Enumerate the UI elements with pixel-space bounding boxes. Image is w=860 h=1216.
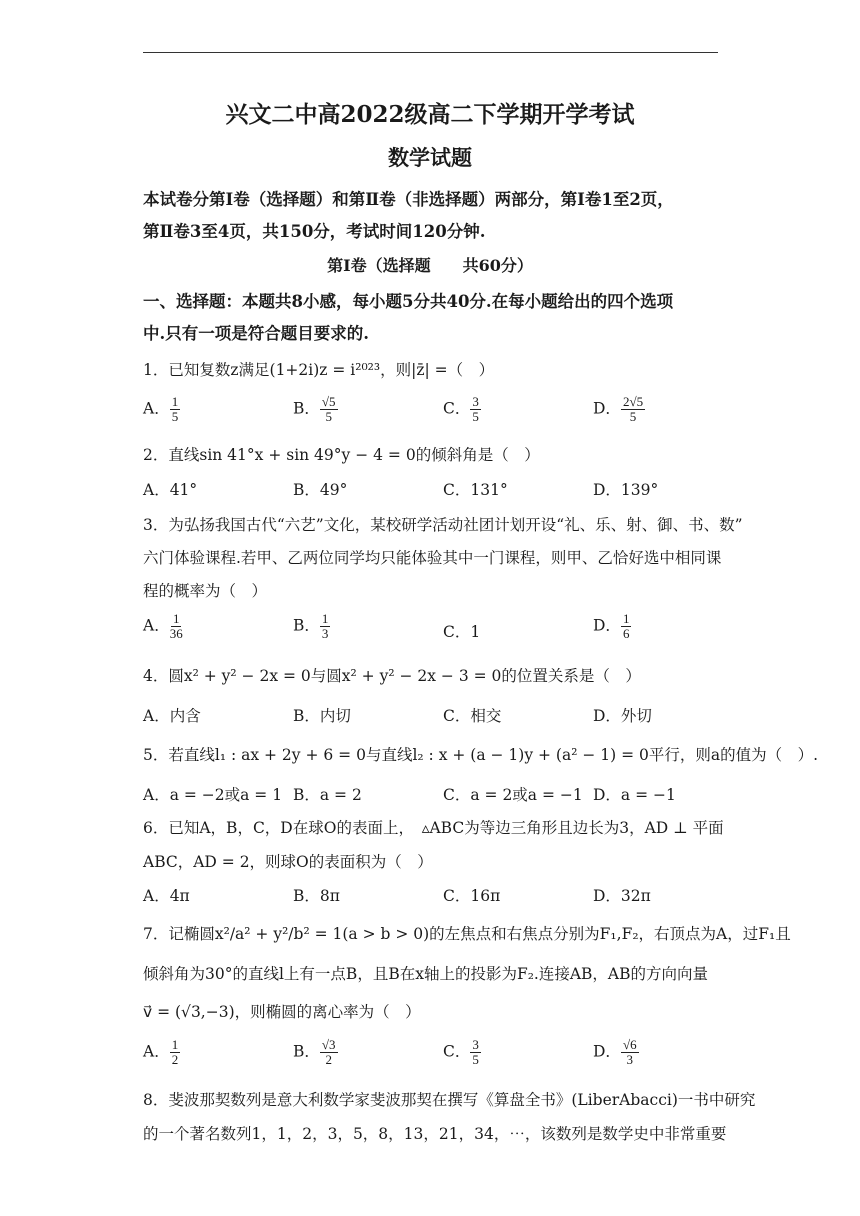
q6-line-2: ABC，AD = 2，则球O的表面积为（ ） — [143, 853, 433, 871]
q1-stem: 1．已知复数z满足(1+2i)z = i²⁰²³，则|z̄| =（ ） — [143, 361, 495, 379]
intro-line-1: 本试卷分第Ⅰ卷（选择题）和第Ⅱ卷（非选择题）两部分，第Ⅰ卷1至2页， — [143, 190, 674, 209]
q7-option-a: A． $\frac{1}{2}$ — [143, 1037, 179, 1067]
exam-title: 兴文二中高2022级高二下学期开学考试 — [225, 101, 635, 128]
q2-option-b: B．49° — [293, 481, 348, 499]
q6-option-d: D．32π — [593, 887, 651, 905]
q5-option-c: C．a = 2或a = −1 — [443, 786, 583, 804]
q8-line-1: 8．斐波那契数列是意大利数学家斐波那契在撰写《算盘全书》(LiberAbacci)一书中研究 — [143, 1091, 756, 1109]
q1-option-d: D． $\frac{2√5}{5}$ — [593, 394, 644, 424]
header-rule — [143, 52, 718, 53]
q1-option-b: B． $\frac{√5}{5}$ — [293, 394, 336, 424]
q2-option-a: A．41° — [143, 481, 198, 499]
q2-option-c: C．131° — [443, 481, 508, 499]
q3-option-b: B． $\frac{1}{3}$ — [293, 611, 329, 641]
q3-line-2: 六门体验课程.若甲、乙两位同学均只能体验其中一门课程，则甲、乙恰好选中相同课 — [143, 549, 722, 567]
q2-option-d: D．139° — [593, 481, 659, 499]
q4-option-b: B．内切 — [293, 707, 351, 725]
q7-line-3: v⃗ = (√3,−3)，则椭圆的离心率为（ ） — [143, 1003, 421, 1021]
q7-option-b: B． $\frac{√3}{2}$ — [293, 1037, 336, 1067]
q3-option-a: A． $\frac{1}{36}$ — [143, 611, 183, 641]
instruction-line-1: 一、选择题：本题共8小感，每小题5分共40分.在每小题给出的四个选项 — [143, 292, 674, 311]
q5-option-d: D．a = −1 — [593, 786, 676, 804]
q7-option-d: D． $\frac{√6}{3}$ — [593, 1037, 637, 1067]
q4-stem: 4．圆x² + y² − 2x = 0与圆x² + y² − 2x − 3 = 0的位置关系是（ ） — [143, 667, 641, 685]
q3-option-d: D． $\frac{1}{6}$ — [593, 611, 630, 641]
q1-option-a: A． $\frac{1}{5}$ — [143, 394, 179, 424]
instruction-line-2: 中.只有一项是符合题目要求的. — [143, 324, 369, 343]
q3-option-c: C．1 — [443, 623, 481, 641]
q7-option-c: C． $\frac{3}{5}$ — [443, 1037, 479, 1067]
q5-option-a: A．a = −2或a = 1 — [143, 786, 283, 804]
q4-option-d: D．外切 — [593, 707, 652, 725]
q6-line-1: 6．已知A，B，C，D在球O的表面上， ▵ABC为等边三角形且边长为3，AD ⊥ 平面 — [143, 819, 724, 837]
q6-option-a: A．4π — [143, 887, 190, 905]
q7-line-2: 倾斜角为30°的直线l上有一点B，且B在x轴上的投影为F₂.连接AB，AB的方向向量 — [143, 965, 709, 983]
exam-subtitle: 数学试题 — [388, 145, 472, 170]
q4-option-c: C．相交 — [443, 707, 502, 725]
q5-stem: 5．若直线l₁ : ax + 2y + 6 = 0与直线l₂ : x + (a − 1)y + (a² − 1) = 0平行，则a的值为（ ）. — [143, 746, 819, 764]
q6-option-b: B．8π — [293, 887, 340, 905]
q3-line-1: 3．为弘扬我国古代“六艺”文化，某校研学活动社团计划开设“礼、乐、射、御、书、数” — [143, 516, 743, 534]
q1-option-c: C． $\frac{3}{5}$ — [443, 394, 479, 424]
q6-option-c: C．16π — [443, 887, 501, 905]
q5-option-b: B．a = 2 — [293, 786, 362, 804]
q4-option-a: A．内含 — [143, 707, 201, 725]
section-heading: 第Ⅰ卷（选择题 共60分） — [327, 256, 533, 275]
q3-line-3: 程的概率为（ ） — [143, 582, 268, 600]
q8-line-2: 的一个著名数列1，1，2，3，5，8，13，21，34，⋯，该数列是数学史中非常重要 — [143, 1125, 727, 1143]
q7-line-1: 7．记椭圆x²/a² + y²/b² = 1(a > b > 0)的左焦点和右焦点分别为F₁,F₂，右顶点为A，过F₁且 — [143, 925, 791, 943]
q2-stem: 2．直线sin 41°x + sin 49°y − 4 = 0的倾斜角是（ ） — [143, 446, 540, 464]
intro-line-2: 第Ⅱ卷3至4页，共150分，考试时间120分钟. — [143, 222, 486, 241]
